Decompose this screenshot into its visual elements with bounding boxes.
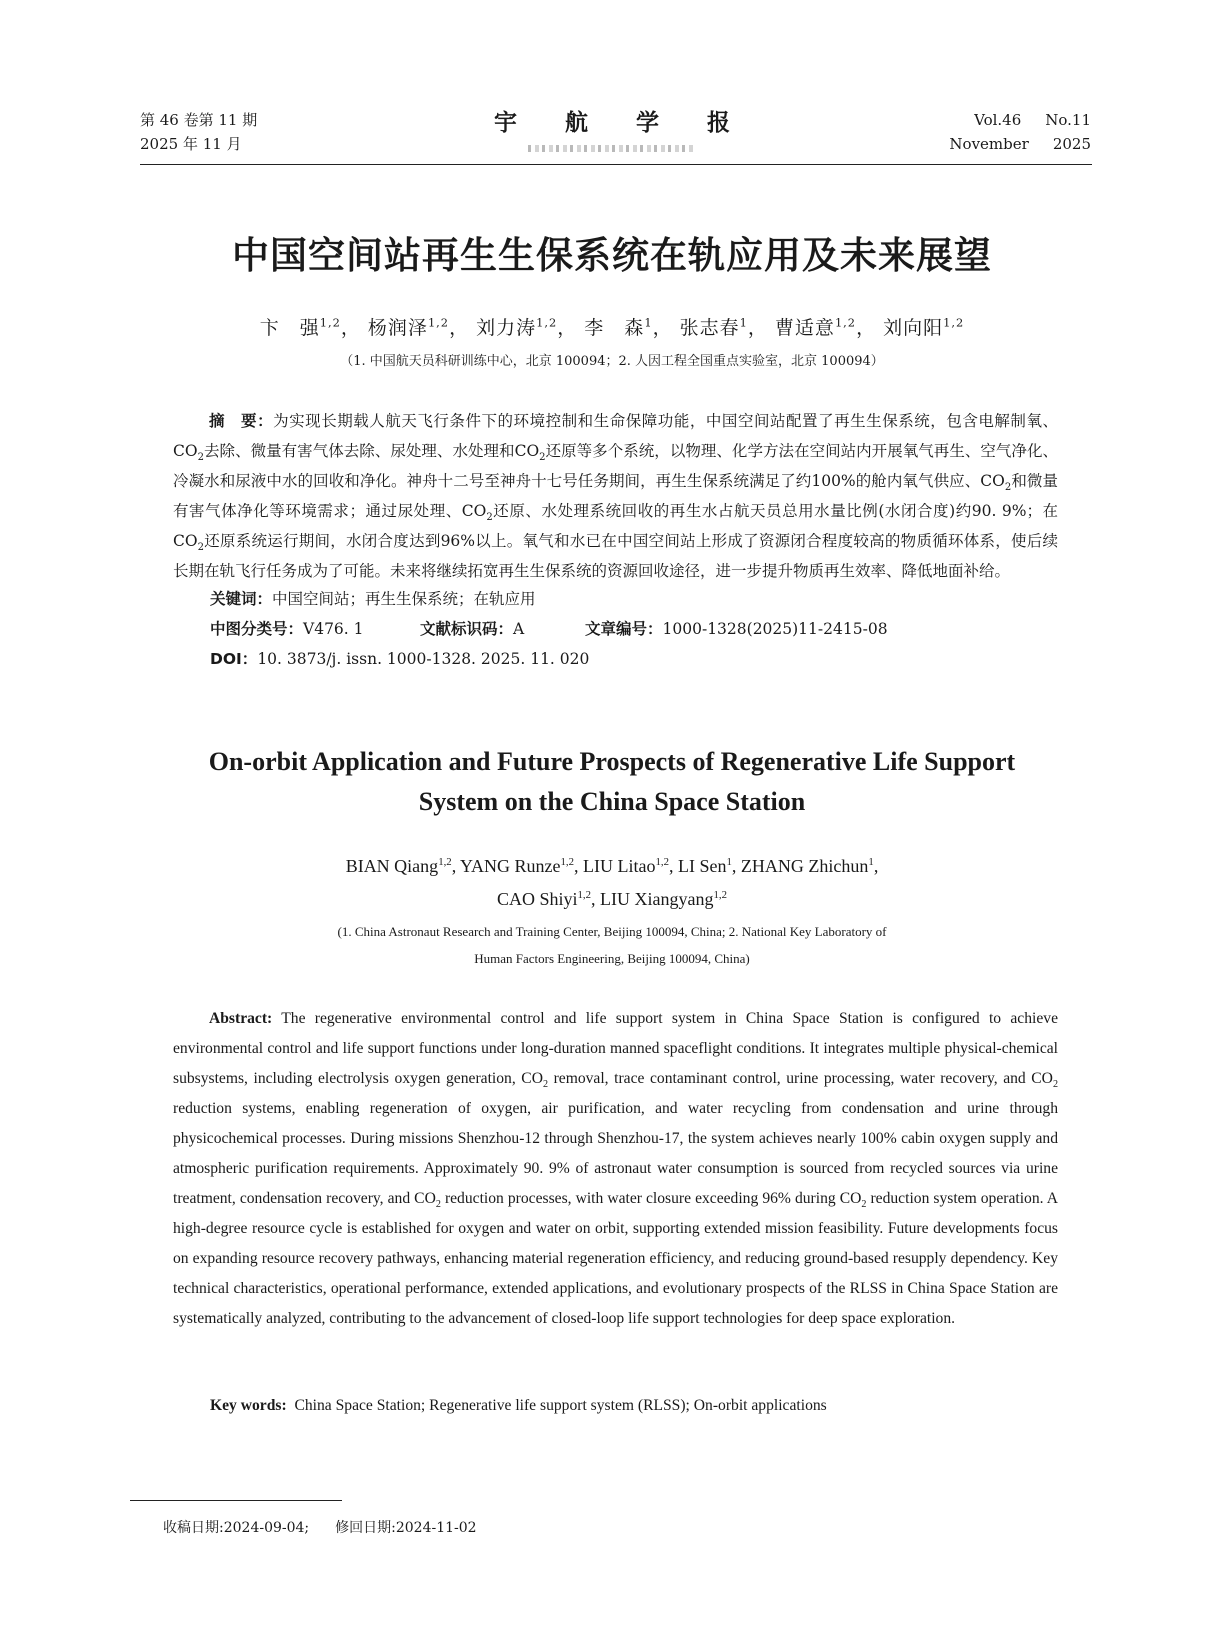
article-no: 文章编号：1000-1328(2025)11-2415-08 bbox=[585, 620, 888, 638]
volume-en: Vol.46 bbox=[974, 111, 1022, 129]
cn-author: 卞 强$^{1,2}$ bbox=[259, 315, 341, 339]
cn-author: 刘向阳$^{1,2}$ bbox=[883, 315, 965, 339]
doi-value: 10. 3873/j. issn. 1000-1328. 2025. 11. 020 bbox=[257, 650, 590, 668]
en-author: LI Sen$^1$, bbox=[678, 856, 741, 876]
journal-title: 宇 航 学 报 bbox=[493, 109, 751, 136]
cn-abstract bbox=[173, 406, 1058, 586]
en-title bbox=[0, 742, 1224, 822]
cn-keywords-label: 关键词： bbox=[210, 590, 273, 608]
footnote bbox=[163, 1517, 477, 1537]
en-keywords bbox=[210, 1397, 827, 1415]
en-affiliation bbox=[0, 918, 1224, 972]
footnote-rule bbox=[130, 1500, 342, 1501]
en-author: YANG Runze$^{1,2}$, bbox=[460, 856, 584, 876]
revised-date: 修回日期:2024-11-02 bbox=[335, 1520, 477, 1536]
cn-affiliation: （1. 中国航天员科研训练中心，北京 100094；2. 人因工程全国重点实验室，北京 100094） bbox=[340, 354, 884, 369]
en-keywords-label: Key words: bbox=[210, 1397, 287, 1414]
cn-title: 中国空间站再生生保系统在轨应用及未来展望 bbox=[232, 234, 992, 277]
en-title-line1: On-orbit Application and Future Prospects of Regenerative Life Support bbox=[208, 747, 1016, 776]
en-authors bbox=[0, 850, 1224, 916]
en-author: ZHANG Zhichun$^1$, bbox=[740, 856, 879, 876]
cn-author: 刘力涛$^{1,2}$ bbox=[476, 315, 558, 339]
en-author: CAO Shiyi$^{1,2}$, bbox=[497, 889, 601, 909]
cn-keywords bbox=[210, 584, 536, 614]
en-abstract-label: Abstract: bbox=[209, 1010, 273, 1027]
received-date: 收稿日期:2024-09-04; bbox=[163, 1520, 310, 1536]
en-author: LIU Litao$^{1,2}$, bbox=[583, 856, 679, 876]
cn-author: 曹适意$^{1,2}$ bbox=[774, 315, 857, 339]
en-affiliation-line1: (1. China Astronaut Research and Training Center, Beijing 100094, China; 2. National Key Laboratory of bbox=[337, 924, 887, 939]
clc: 中图分类号：V476. 1 bbox=[210, 620, 364, 638]
cn-abstract-label: 摘 要： bbox=[209, 412, 274, 430]
header-rule bbox=[140, 164, 1092, 165]
cn-abstract-body: 摘 要：为实现长期载人航天飞行条件下的环境控制和生命保障功能，中国空间站配置了再生生保系统，包含电解制氧、$CO_2$去除、微量有害气体去除、尿处理、水处理和$CO_2$还原等多个系统，以物理、化学方法在空间站内开展氧气再生、空气净化、冷凝水和尿液中水的回收和净化。神舟十二号至神舟十七号任务期间，再生生保系统满足了约100%的舱内氧气供应、$CO_2$和微量有害气体净化等环境需求；通过尿处理、$CO_2$还原、水处理系统回收的再生水占航天员总用水量比例(水闭合度)约90. 9%；在$CO_2$还原系统运行期间，水闭合度达到96%以上。氧气和水已在中国空间站上形成了资源闭合程度较高的物质循环体系，使后续长期在轨飞行任务成为了可能。未来将继续拓宽再生生保系统的资源回收途径，进一步提升物质再生效率、降低地面补给。 bbox=[173, 412, 1058, 580]
cn-author: 张志春$^1$ bbox=[679, 315, 748, 339]
en-abstract: Abstract: The regenerative environmental control and life support system in China Space Station is configured to achieve environmental control and life support functions under long-duration manned spaceflight conditions. It integrates multiple physical-chemical subsystems, including electrolysis oxygen generation, $CO_2$ removal, trace contaminant control, urine processing, water recovery, and $CO_2$ reduction systems, enabling regeneration of oxygen, air purification, and water recycling from condensation and urine through physicochemical processes. During missions Shenzhou-12 through Shenzhou-17, the system achieves nearly 100% cabin oxygen supply and atmospheric purification requirements. Approximately 90. 9% of astronaut water consumption is sourced from recycled sources via urine treatment, condensation recovery, and $CO_2$ reduction processes, with water closure exceeding 96% during $CO_2$ reduction system operation. A high-degree resource cycle is established for oxygen and water on orbit, supporting extended mission feasibility. Future developments focus on expanding resource recovery pathways, enhancing material regeneration efficiency, and reducing ground-based resupply dependency. Key technical characteristics, operational performance, extended applications, and evolutionary prospects of the RLSS in China Space Station are systematically analyzed, contributing to the advancement of closed-loop life support technologies for deep space exploration. bbox=[173, 1010, 1058, 1327]
volume-issue-cn: 第 46 卷第 11 期 bbox=[140, 111, 258, 129]
cn-classification-row bbox=[210, 614, 1070, 644]
month-en: November bbox=[949, 135, 1029, 153]
issue-en: No.11 bbox=[1045, 111, 1091, 129]
cn-authors: 卞 强$^{1,2}$， 杨润泽$^{1,2}$， 刘力涛$^{1,2}$， 李 森$^1$， 张志春$^1$， 曹适意$^{1,2}$， 刘向阳$^{1,2}$ bbox=[259, 315, 965, 339]
date-cn: 2025 年 11 月 bbox=[140, 135, 242, 153]
en-author: BIAN Qiang$^{1,2}$, bbox=[345, 856, 461, 876]
cn-author: 李 森$^1$ bbox=[584, 315, 653, 339]
en-keywords-value: China Space Station; Regenerative life support system (RLSS); On-orbit applications bbox=[294, 1397, 827, 1414]
en-affiliation-line2: Human Factors Engineering, Beijing 100094, China) bbox=[474, 951, 750, 966]
en-title-line2: System on the China Space Station bbox=[418, 787, 806, 816]
cn-author: 杨润泽$^{1,2}$ bbox=[367, 315, 450, 339]
doc-code: 文献标识码：A bbox=[420, 620, 525, 638]
redacted-bar bbox=[528, 145, 696, 152]
header-right bbox=[949, 108, 1091, 156]
en-author: LIU Xiangyang$^{1,2}$ bbox=[600, 889, 727, 909]
cn-keywords-value: 中国空间站；再生生保系统；在轨应用 bbox=[272, 590, 536, 608]
year-en: 2025 bbox=[1052, 135, 1091, 153]
doi-label: DOI： bbox=[210, 650, 258, 668]
doi bbox=[210, 644, 589, 674]
